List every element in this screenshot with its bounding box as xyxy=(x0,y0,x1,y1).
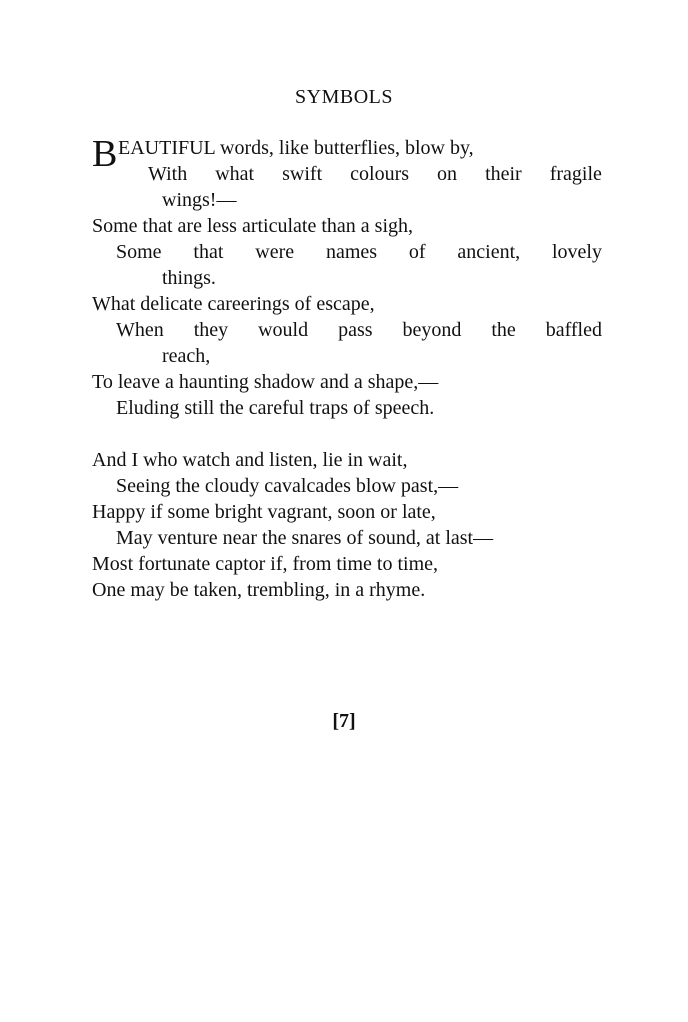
word: ancient, xyxy=(457,241,521,263)
poem-line: Most fortunate captor if, from time to time, xyxy=(92,553,439,575)
poem-line: One may be taken, trembling, in a rhyme. xyxy=(92,579,426,601)
word: swift xyxy=(282,163,323,185)
poem-line: And I who watch and listen, lie in wait, xyxy=(92,449,408,471)
page-number: [7] xyxy=(332,710,356,732)
poem-line: Some that are less articulate than a sigh, xyxy=(92,215,414,237)
word: on xyxy=(437,163,458,185)
poem-line xyxy=(116,239,602,265)
poem-line: To leave a haunting shadow and a shape,— xyxy=(92,371,439,393)
word: colours xyxy=(350,163,410,185)
word: of xyxy=(408,241,426,263)
word: With xyxy=(148,163,188,185)
poem-line: Eluding still the careful traps of speech. xyxy=(116,397,435,419)
word: names xyxy=(325,241,378,263)
word: pass xyxy=(338,319,373,341)
word: lovely xyxy=(552,241,602,263)
word: the xyxy=(491,319,516,341)
word: baffled xyxy=(545,319,602,341)
poem-line: reach, xyxy=(162,345,211,367)
word: When xyxy=(116,319,164,341)
poem-line: wings!— xyxy=(162,189,237,211)
poem-line: Seeing the cloudy cavalcades blow past,— xyxy=(116,475,459,497)
poem-line: What delicate careerings of escape, xyxy=(92,293,375,315)
word: their xyxy=(485,163,522,185)
poem-line xyxy=(148,161,602,187)
word: what xyxy=(215,163,255,185)
poem-line: May venture near the snares of sound, at last— xyxy=(116,527,494,549)
word: would xyxy=(258,319,309,341)
word: Some xyxy=(116,241,162,263)
poem-body xyxy=(92,135,602,603)
poem-line xyxy=(116,317,602,343)
drop-cap: B xyxy=(92,133,118,175)
poem-title: SYMBOLS xyxy=(295,86,393,108)
poem-line: Happy if some bright vagrant, soon or late, xyxy=(92,501,436,523)
word: they xyxy=(193,319,229,341)
word: that xyxy=(193,241,224,263)
word: were xyxy=(255,241,295,263)
word: beyond xyxy=(402,319,462,341)
poem-line-text: EAUTIFUL words, like butterflies, blow by, xyxy=(118,137,474,159)
word: fragile xyxy=(549,163,602,185)
poem-line: things. xyxy=(162,267,216,289)
stanza-break xyxy=(92,421,602,447)
